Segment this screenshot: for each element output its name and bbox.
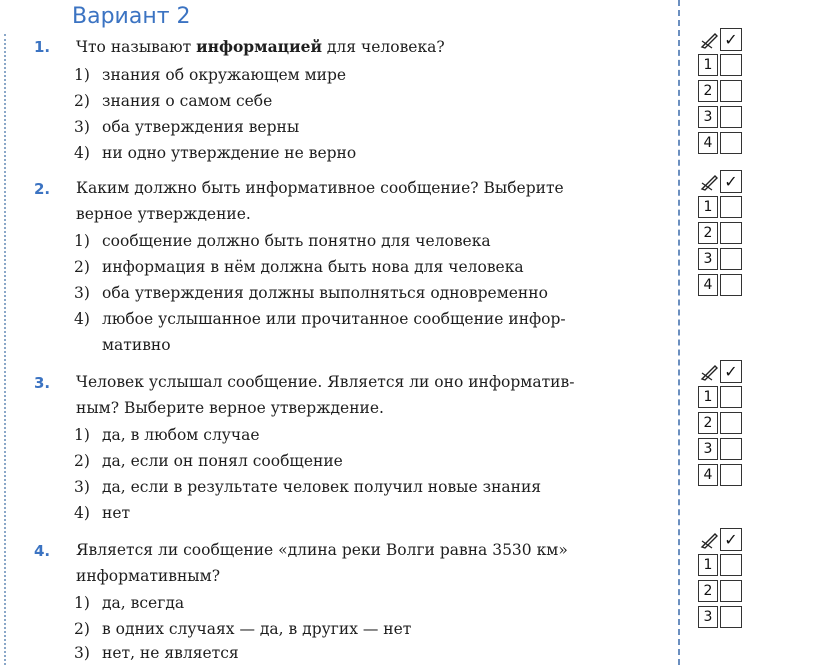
check-icon: ✓	[720, 28, 742, 51]
option-text: да, в любом случае	[102, 426, 260, 444]
question-text-line: информативным?	[76, 567, 221, 585]
pencil-icon	[700, 531, 720, 551]
option-number: 1)	[74, 594, 90, 612]
pencil-icon	[700, 173, 720, 193]
answer-checkbox[interactable]	[720, 554, 742, 576]
option-text: да, если в результате человек получил новые знания	[102, 478, 542, 496]
option	[74, 504, 130, 522]
answer-checkbox[interactable]	[720, 274, 742, 296]
variant-title: Вариант 2	[72, 4, 191, 29]
option	[74, 452, 343, 470]
option	[74, 258, 524, 276]
option-text: знания об окружающем мире	[102, 66, 347, 84]
question-text-line: ным? Выберите верное утверждение.	[76, 399, 384, 417]
answer-number-label: 4	[698, 274, 718, 296]
option-number: 1)	[74, 66, 90, 84]
option-number: 1)	[74, 232, 90, 250]
option-text: оба утверждения должны выполняться одновременно	[102, 284, 548, 302]
answer-checkbox[interactable]	[720, 412, 742, 434]
answer-number-label: 3	[698, 248, 718, 270]
option-number: 3)	[74, 118, 90, 136]
option-number: 2)	[74, 92, 90, 110]
answer-number-label: 1	[698, 554, 718, 576]
option-text: нет, не является	[102, 644, 239, 662]
answer-number-label: 2	[698, 80, 718, 102]
answer-checkbox[interactable]	[720, 80, 742, 102]
answer-number-label: 4	[698, 464, 718, 486]
option	[74, 118, 299, 136]
answer-number-label: 3	[698, 438, 718, 460]
option-number: 4)	[74, 144, 90, 162]
option-text: знания о самом себе	[102, 92, 273, 110]
question-text-part: для человека?	[321, 38, 445, 56]
answer-checkbox[interactable]	[720, 606, 742, 628]
option-number: 2)	[74, 452, 90, 470]
pencil-icon	[700, 363, 720, 383]
option-continuation	[74, 336, 171, 354]
answer-checkbox[interactable]	[720, 132, 742, 154]
option-text: информация в нём должна быть нова для человека	[102, 258, 524, 276]
option-number: 2)	[74, 258, 90, 276]
question-text	[76, 34, 445, 60]
question-text-line: Каким должно быть информативное сообщение? Выберите	[76, 179, 564, 197]
answer-number-label: 1	[698, 386, 718, 408]
option	[74, 284, 548, 302]
option	[74, 594, 184, 612]
option-text: ни одно утверждение не верно	[102, 144, 357, 162]
option-number: 3)	[74, 478, 90, 496]
option	[74, 620, 411, 638]
option-text: в одних случаях — да, в других — нет	[102, 620, 412, 638]
option-text: мативно	[102, 336, 171, 354]
question-text-line: Является ли сообщение «длина реки Волги равна 3530 км»	[76, 541, 568, 559]
answer-number-label: 1	[698, 196, 718, 218]
option-number: 3)	[74, 284, 90, 302]
answer-number-label: 2	[698, 580, 718, 602]
option	[74, 644, 239, 662]
answer-checkbox[interactable]	[720, 54, 742, 76]
option	[74, 144, 356, 162]
option-text: сообщение должно быть понятно для человека	[102, 232, 491, 250]
answer-checkbox[interactable]	[720, 248, 742, 270]
check-icon: ✓	[720, 360, 742, 383]
check-icon: ✓	[720, 528, 742, 551]
option	[74, 232, 491, 250]
option	[74, 426, 260, 444]
answer-checkbox[interactable]	[720, 386, 742, 408]
option-number: 4)	[74, 310, 90, 328]
answer-number-label: 2	[698, 222, 718, 244]
option-number: 3)	[74, 644, 90, 662]
question-text-line: Человек услышал сообщение. Является ли оно информатив-	[76, 373, 575, 391]
option-text: любое услышанное или прочитанное сообщение инфор-	[102, 310, 566, 328]
check-icon: ✓	[720, 170, 742, 193]
answer-checkbox[interactable]	[720, 106, 742, 128]
answer-number-label: 4	[698, 132, 718, 154]
question-text-bold: информацией	[196, 37, 322, 56]
answer-checkbox[interactable]	[720, 222, 742, 244]
pencil-icon	[700, 31, 720, 51]
option-text: оба утверждения верны	[102, 118, 300, 136]
question-text-part: Что называют	[76, 38, 197, 56]
question-number: 4.	[34, 542, 51, 560]
option	[74, 92, 272, 110]
option-number: 2)	[74, 620, 90, 638]
answer-number-label: 2	[698, 412, 718, 434]
option-text: да, если он понял сообщение	[102, 452, 343, 470]
option-number: 1)	[74, 426, 90, 444]
answer-checkbox[interactable]	[720, 196, 742, 218]
option	[74, 310, 566, 328]
answer-checkbox[interactable]	[720, 464, 742, 486]
answer-number-label: 3	[698, 606, 718, 628]
option	[74, 478, 541, 496]
question-text-line: верное утверждение.	[76, 205, 251, 223]
answer-number-label: 1	[698, 54, 718, 76]
question-number: 2.	[34, 180, 51, 198]
answer-column-divider	[678, 0, 680, 665]
answer-checkbox[interactable]	[720, 580, 742, 602]
option	[74, 66, 346, 84]
option-text: да, всегда	[102, 594, 185, 612]
question-number: 3.	[34, 374, 51, 392]
question-number: 1.	[34, 38, 51, 56]
left-margin-dotted-line	[4, 34, 6, 665]
answer-checkbox[interactable]	[720, 438, 742, 460]
option-text: нет	[102, 504, 131, 522]
answer-number-label: 3	[698, 106, 718, 128]
option-number: 4)	[74, 504, 90, 522]
